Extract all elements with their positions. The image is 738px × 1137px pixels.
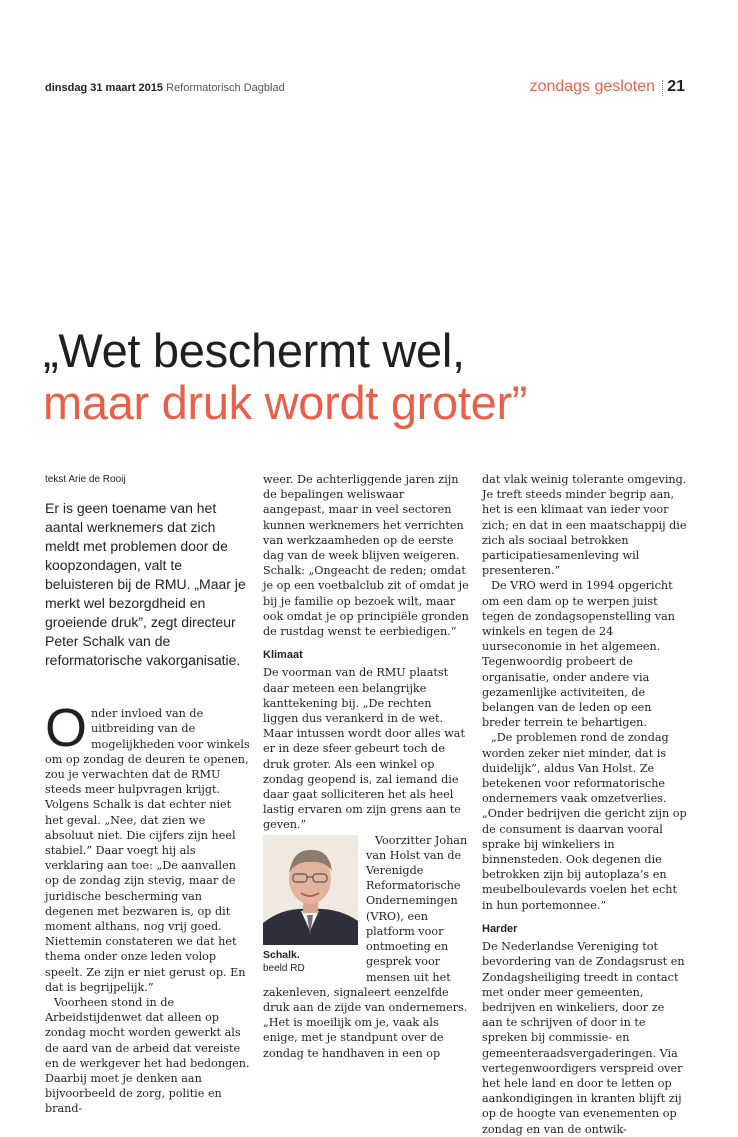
paragraph-text: nder invloed van de uitbreiding van de mogelijkheden voor winkels om op zondag de deuren te openen, zou je verwachten dat de RMU steeds meer hulpvragen krijgt. Volgens Schalk is dat echter niet het geval. „Nee, dat zien we absoluut niet. Die cijfers zijn heel stabiel.” Daar voegt hij als verklaring aan toe: „De aanvallen op de zondag zijn stevig, maar de juridische bescherming van degenen met bezwaren is, op dit moment althans, nog vrij goed. Niettemin constateren we dat het thema onder onze leden volop speelt. Ze zijn er niet gerust op. En dat is begrijpelijk.”	[45, 707, 250, 994]
date-text: dinsdag 31 maart 2015	[45, 82, 164, 94]
header-divider	[662, 80, 663, 96]
subheading-klimaat: Klimaat	[263, 649, 303, 662]
newspaper-name: Reformatorisch Dagblad	[166, 82, 285, 94]
body-paragraph-7: De Nederlandse Vereniging tot bevordering van de Zondagsrust en Zondagsheiliging treedt in contact met onder meer gemeenten, bedrijven en winkeliers, door ze aan te schrijven of door in te spreken bij commissie- en gemeenteraadsvergaderingen. Via vertegenwoordigers verspreid over het hele land en door te letten op aankondigingen in kranten blijft zij op de hoogte van evenementen op zondag en van de ontwik-	[482, 940, 685, 1136]
article-column-1	[45, 472, 250, 1117]
portrait-illustration	[263, 835, 358, 945]
portrait-photo	[263, 835, 358, 945]
drop-cap: O	[45, 698, 88, 759]
body-paragraph-6: „De problemen rond de zondag worden zeker niet minder, dat is duidelijk”, aldus Van Holst. Ze betekenen voor reformatorische ondernemers vaak omzetverlies. „Onder bedrijven die gericht zijn op de consument is daarvan vooral sprake bij winkeliers in binnensteden. Ook degenen die betrokken zijn bij autoplaza’s en meubelboulevards voelen het echt in hun portemonnee.”	[482, 731, 687, 912]
section-title: zondags gesloten	[529, 78, 655, 95]
body-paragraph-5: De VRO werd in 1994 opgericht om een dam op te werpen juist tegen de zondagsopenstelling van winkels en tegen de 24 uurseconomie in het algemeen. Tegenwoordig probeert de organisatie, onder andere via gezamenlijke activiteiten, de belangen van de leden op een breder terrein te behartigen.	[482, 579, 676, 730]
issue-date	[45, 82, 285, 94]
body-paragraph-1	[45, 698, 250, 995]
article-column-3	[482, 472, 688, 1137]
article-headline	[43, 325, 703, 429]
article-column-2	[263, 472, 469, 1061]
intro-paragraph: Er is geen toename van het aantal werknemers dat zich meldt met problemen door de koopzondagen, valt te beluisteren bij de RMU. „Maar je merkt wel bezorgdheid en groeiende druk”, zegt directeur Peter Schalk van de reformatorische vakorganisatie.	[45, 500, 246, 669]
body-paragraph-3	[263, 665, 469, 832]
body-paragraph-4-continued: dat vlak weinig tolerante omgeving. Je treft steeds minder begrip aan, het is een klimaat van ieder voor zich; en dat in een maatschappij die zich als sociaal betrokken participatiesamenleving wil presenteren.”	[482, 473, 687, 578]
headline-line-1: „Wet beschermt wel,	[43, 324, 465, 377]
headline-line-2: maar druk wordt groter”	[43, 376, 528, 429]
photo-block	[263, 835, 358, 975]
caption-name: Schalk.	[263, 948, 300, 961]
paragraph-text: De voorman van de RMU plaatst daar meteen een belangrijke kanttekening bij. „De rechten liggen dus verankerd in de wet. Maar intussen wordt door alles wat er in deze sfeer gebeurt toch de druk groter. Als een winkel op zondag geopend is, zal iemand die daar gaat solliciteren het als heel lastig ervaren om zijn grens aan te geven.”	[263, 666, 465, 832]
body-paragraph-2: Voorheen stond in de Arbeidstijdenwet dat alleen op zondag mocht worden gewerkt als de aard van de arbeid dat vereiste en de werkgever het had bedongen. Daarbij moet je denken aan bijvoorbeeld de zorg, politie en brand-	[45, 996, 250, 1116]
body-paragraph-2-continued: weer. De achterliggende jaren zijn de bepalingen weliswaar aangepast, maar in veel sectoren kunnen werknemers het verrichten van werkzaamheden op de eerste dag van de week blijven weigeren. Schalk: „Ongeacht de reden; omdat je op een voetbalclub zit of omdat je bij je familie op bezoek wilt, maar ook omdat je op principiële gronden de rustdag wenst te eerbiedigen.“	[263, 473, 469, 639]
caption-credit: beeld RD	[263, 962, 305, 974]
byline: tekst Arie de Rooij	[45, 474, 126, 485]
photo-caption	[263, 949, 358, 975]
page-number: 21	[667, 78, 685, 95]
subheading-harder: Harder	[482, 922, 518, 935]
body-paragraph-4: Voorzitter Johan van Holst van de Verenigde Reformatorische Ondernemingen (VRO), een platform voor ontmoeting en gesprek voor mensen uit het zakenleven, signaleert eenzelfde druk aan de zijde van ondernemers. „Het is moeilijk om je, vaak als enige, met je standpunt over de zondag te handhaven in een op	[263, 833, 468, 1060]
page-header	[45, 78, 685, 98]
